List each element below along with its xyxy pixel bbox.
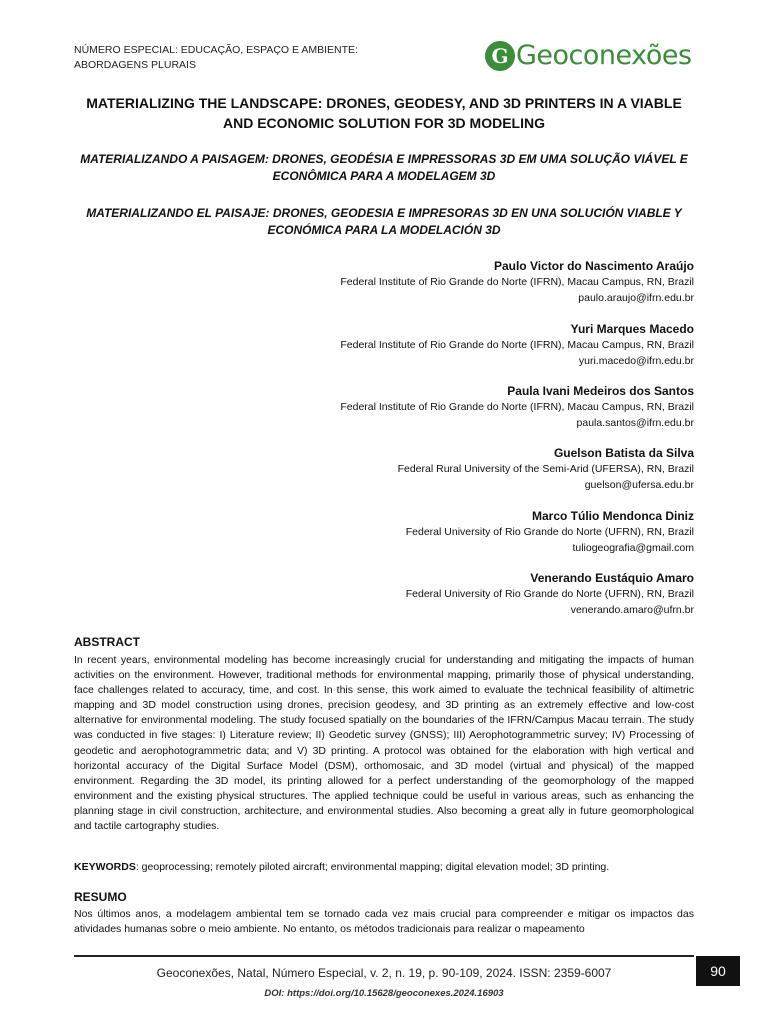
title-english: MATERIALIZING THE LANDSCAPE: DRONES, GEODESY, AND 3D PRINTERS IN A VIABLE AND ECONOMIC SOLUTION FOR 3D MODELING [86,95,682,131]
author-email[interactable]: paulo.araujo@ifrn.edu.br [578,292,694,304]
author-name: Paulo Victor do Nascimento Araújo [493,259,694,273]
logo-letter: G [491,43,509,68]
author-email[interactable]: yuri.macedo@ifrn.edu.br [578,355,694,367]
page-number-badge: 90 [696,956,740,986]
resumo-text: Nos últimos anos, a modelagem ambiental tem se tornado cada vez mais crucial para compreender e mitigar os impactos das atividades humanas sobre o meio ambiente. No entanto, os métodos tradicionais para realizar o mapeamento [74,908,694,936]
author-name: Venerando Eustáquio Amaro [530,571,694,585]
author-name: Paula Ivani Medeiros dos Santos [507,384,694,398]
footer-citation: Geoconexões, Natal, Número Especial, v. 2, n. 19, p. 90-109, 2024. ISSN: 2359-6007 [156,966,612,980]
keywords-text: : geoprocessing; remotely piloted aircraft; environmental mapping; digital elevation model; 3D printing. [135,861,610,873]
author-email[interactable]: guelson@ufersa.edu.br [584,479,694,491]
keywords-line [74,860,694,875]
resumo-heading: RESUMO [74,890,127,904]
keywords-label: KEYWORDS [74,861,136,873]
author-affiliation: Federal Institute of Rio Grande do Norte (IFRN), Macau Campus, RN, Brazil [340,401,694,413]
journal-issue-line-2: ABORDAGENS PLURAIS [74,59,196,71]
author-affiliation: Federal Institute of Rio Grande do Norte (IFRN), Macau Campus, RN, Brazil [340,339,694,351]
author-email[interactable]: venerando.amaro@ufrn.br [570,604,694,616]
author-name: Marco Túlio Mendonca Diniz [531,509,694,523]
footer-divider [74,955,694,957]
author-block [406,570,694,618]
logo-text: Geoconexões [516,40,692,71]
title-spanish: MATERIALIZANDO EL PAISAJE: DRONES, GEODESIA E IMPRESORAS 3D EN UNA SOLUCIÓN VIABLE Y ECONÓMICA PARA LA MODELACIÓN 3D [86,206,682,237]
author-affiliation: Federal Rural University of the Semi-Arid (UFERSA), RN, Brazil [397,463,694,475]
author-affiliation: Federal University of Rio Grande do Norte (UFRN), RN, Brazil [405,588,694,600]
author-name: Yuri Marques Macedo [570,322,694,336]
geoconexoes-globe-icon [485,41,515,71]
author-block [340,383,694,431]
abstract-text: In recent years, environmental modeling has become increasingly crucial for understanding and mitigating the impacts of human activities on the environment. However, traditional methods for environmental mapping, primarily those of physical understanding, face challenges related to accuracy, time, and cost. In this sense, this work aimed to evaluate the technical feasibility of altimetric mapping and 3D model construction using drones, precision geodesy, and 3D printing as an extremely effective and low-cost alternative for environmental modeling. The study focused spatially on the boundaries of the IFRN/Campus Macau terrain. The study was conducted in five stages: I) Literature review; II) Geodetic survey (GNSS); III) Aerophotogrammetric survey; IV) Processing of geodetic and aerophotogrammetric data; and V) 3D printing. A protocol was obtained for the elaboration with high vertical and horizontal accuracy of the Digital Surface Model (DSM), orthomosaic, and 3D model (virtual and physical) of the mapped environment. Regarding the 3D model, its printing allowed for a perfect understanding of the geomorphology of the mapped environment and the existing physical structures. The applied technique could be useful in various areas, such as enhancing the planning stage in civil construction, architecture, and environmental studies. Also becoming a great ally in future geomorphological and tactile cartography studies. [74,654,694,833]
author-block [340,321,694,369]
author-email[interactable]: tuliogeografia@gmail.com [572,542,694,554]
author-block [340,258,694,306]
journal-issue-header [74,43,358,73]
title-portuguese: MATERIALIZANDO A PAISAGEM: DRONES, GEODÉSIA E IMPRESSORAS 3D EM UMA SOLUÇÃO VIÁVEL E ECONÔMICA PARA A MODELAGEM 3D [80,152,688,183]
footer-doi-link[interactable]: DOI: https://doi.org/10.15628/geoconexes.2024.16903 [264,988,504,999]
abstract-heading: ABSTRACT [74,635,140,649]
author-affiliation: Federal Institute of Rio Grande do Norte (IFRN), Macau Campus, RN, Brazil [340,276,694,288]
author-block [398,445,694,493]
journal-logo [485,40,692,71]
author-email[interactable]: paula.santos@ifrn.edu.br [576,417,694,429]
journal-issue-line-1: NÚMERO ESPECIAL: EDUCAÇÃO, ESPAÇO E AMBIENTE: [74,44,358,56]
author-block [406,508,694,556]
author-name: Guelson Batista da Silva [553,446,694,460]
author-affiliation: Federal University of Rio Grande do Norte (UFRN), RN, Brazil [405,526,694,538]
